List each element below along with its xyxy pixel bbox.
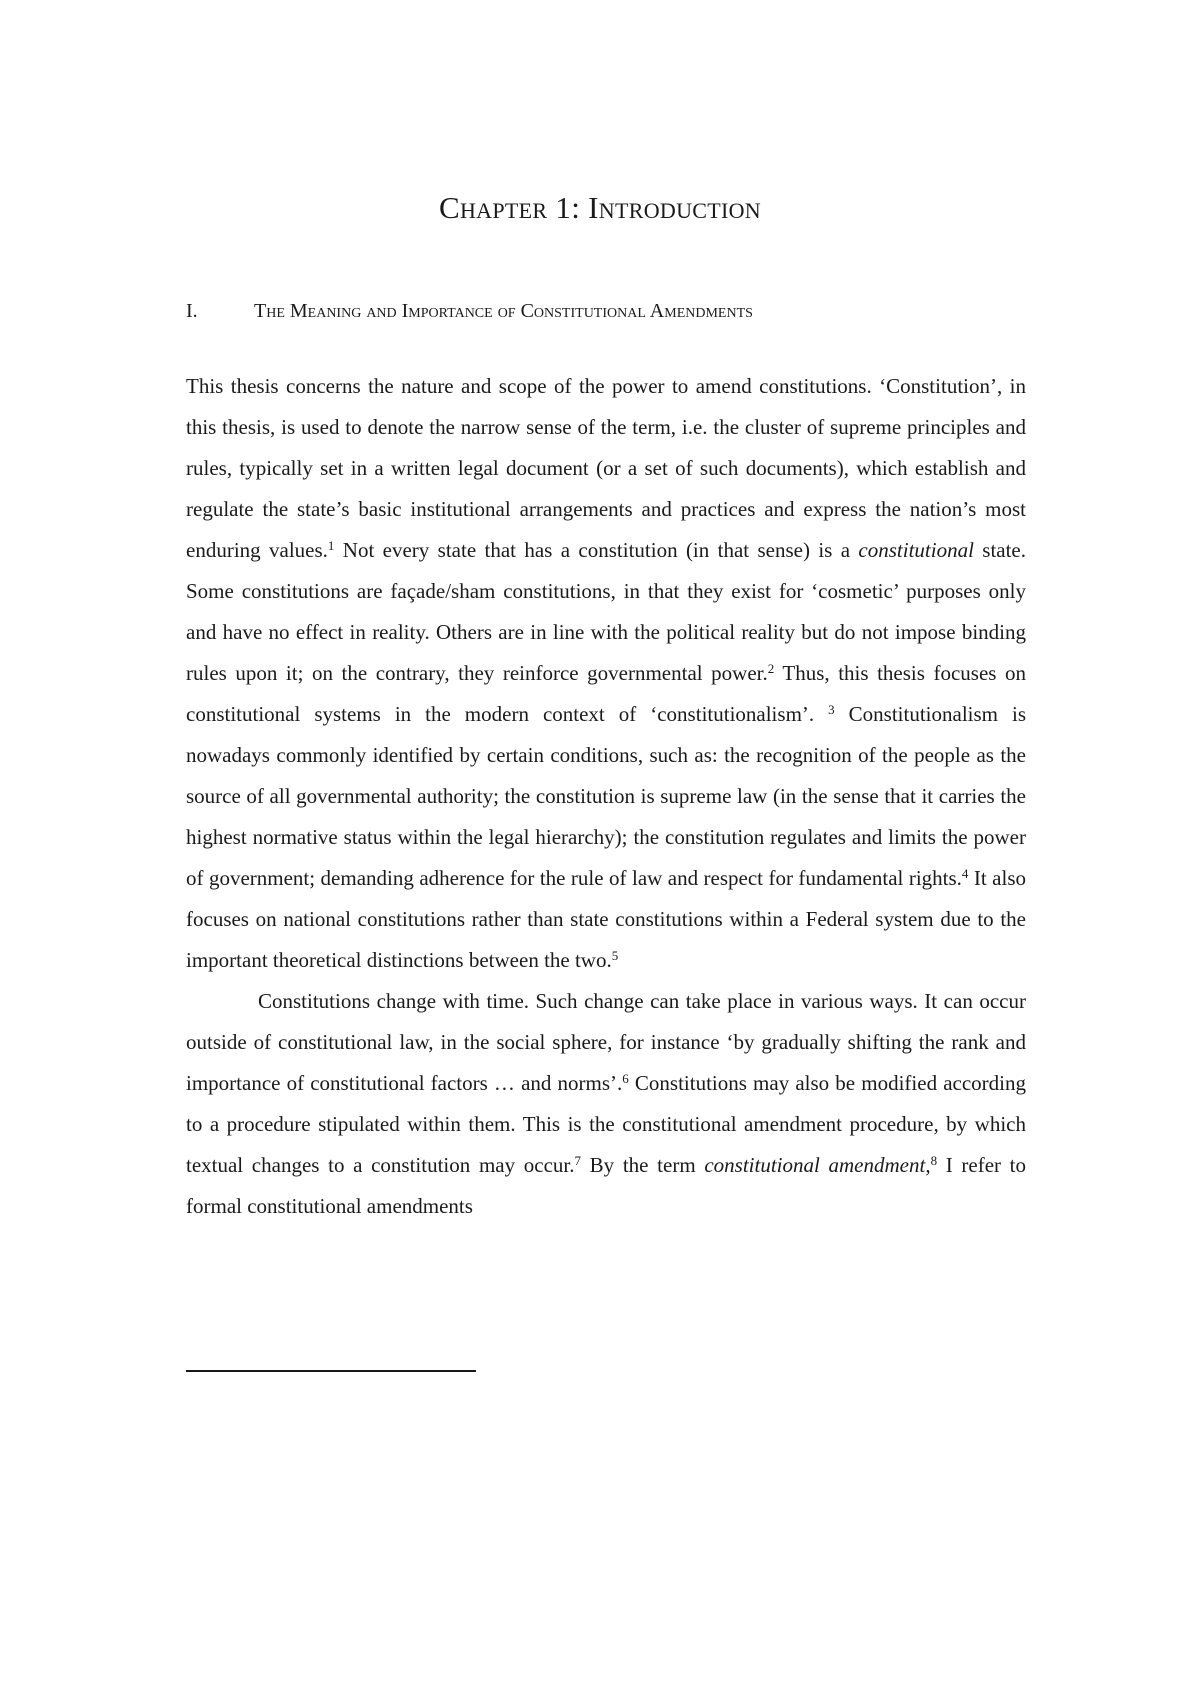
section-heading [186,300,1026,323]
paragraph-1-text: state. Some constitutions are façade/sham constitutions, in that they exist for ‘cosmetic’ purposes only and have no effect in reality. Others are in line with the political reality but do not impose binding rules upon it; on the contrary, they reinforce governmental power. [186,538,1027,685]
footnote-ref-1: 1 [327,538,335,553]
footnote-ref-7: 7 [574,1153,581,1168]
paragraph-1-text: Constitutionalism is nowadays commonly identified by certain conditions, such as: the recognition of the people as the source of all governmental authority; the constitution is supreme law (in the sense that it carries the highest normative status within the legal hierarchy); the constitution regulates and limits the power of government; demanding adherence for the rule of law and respect for fundamental rights. [186,702,1027,890]
footnote-ref-3: 3 [828,702,835,717]
paragraph-1 [186,366,1026,981]
footnote-ref-6: 6 [622,1071,629,1086]
footnote-ref-8: 8 [930,1153,938,1168]
footnote-ref-5: 5 [611,948,619,963]
paragraph-2-text: Constitutions may also be modified according to a procedure stipulated within them. This is the constitutional amendment procedure, by which textual changes to a constitution may occur. [186,1071,1026,1177]
paragraph-1-text: Not every state that has a constitution (in that sense) is a [334,538,859,562]
paragraph-2-text: Constitutions change with time. Such change can take place in various ways. It can occur outside of constitutional law, in the social sphere, for instance ‘by gradually shifting the rank and importance of constitutional factors … and norms’. [186,989,1026,1095]
footnote-ref-4: 4 [961,866,969,881]
section-number: I. [186,300,198,322]
paragraph-1-text: It also focuses on national constitutions rather than state constitutions within a Federal system due to the important theoretical distinctions between the two. [186,866,1026,972]
paragraph-1-text: Thus, this thesis focuses on constitutional systems in the modern context of ‘constitutionalism’. [186,661,1027,726]
paragraph-2 [186,981,1026,1227]
emphasis-constitutional: constitutional [858,538,974,562]
paragraph-2-text: , [925,1153,931,1177]
footnote-separator [186,1370,476,1372]
body-text [186,366,1026,1227]
emphasis-constitutional-amendment: constitutional amendment [704,1153,926,1177]
chapter-title: Chapter 1: Introduction [439,190,761,225]
section-title: The Meaning and Importance of Constitutional Amendments [254,300,753,322]
paragraph-2-text: By the term [581,1153,705,1177]
footnote-ref-2: 2 [767,661,775,676]
paragraph-2-text: I refer to formal constitutional amendments [186,1153,1027,1218]
paragraph-1-text: This thesis concerns the nature and scope of the power to amend constitutions. ‘Constitution’, in this thesis, is used to denote the narrow sense of the term, i.e. the cluster of supreme principles and rules, typically set in a written legal document (or a set of such documents), which establish and regulate the state’s basic institutional arrangements and practices and express the nation’s most enduring values. [186,374,1026,562]
